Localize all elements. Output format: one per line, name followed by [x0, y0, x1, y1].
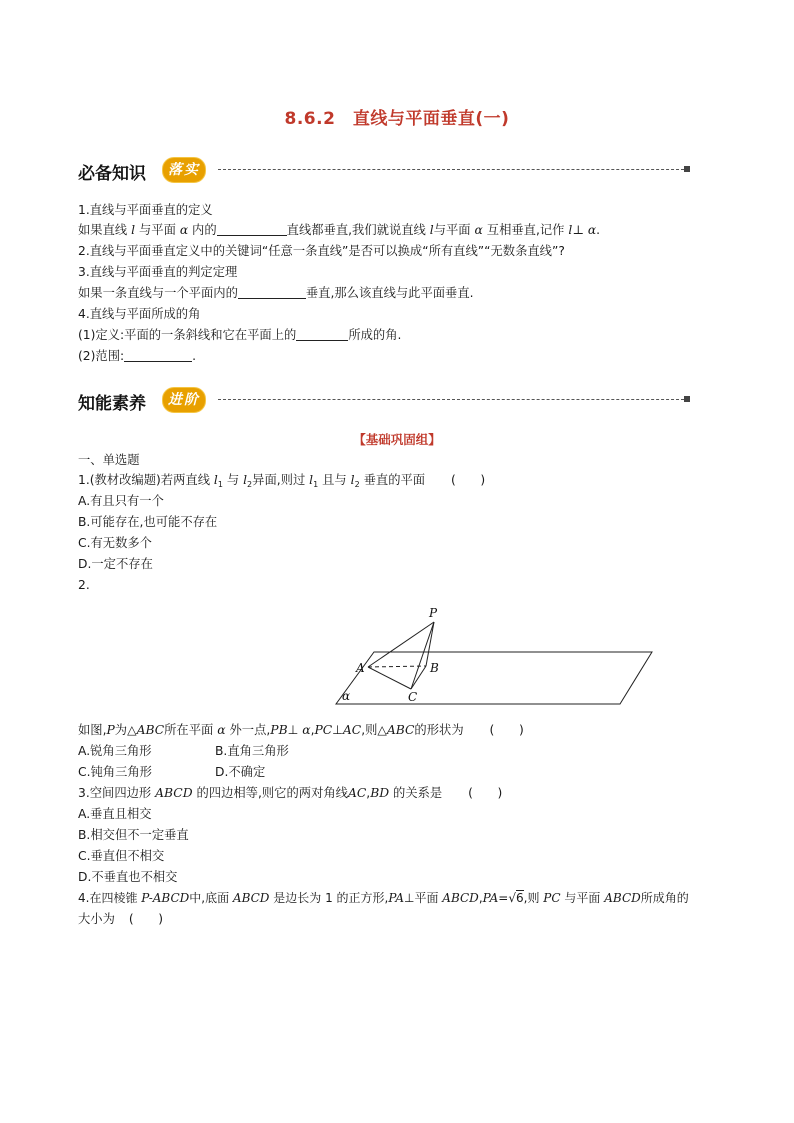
- text-run: 的形状为: [414, 723, 464, 737]
- math-ac: AC: [347, 786, 367, 800]
- math-pc: PC: [543, 891, 561, 905]
- math-abc: ABC: [386, 723, 415, 737]
- section-divider: [218, 399, 684, 400]
- section-title: 知能素养: [78, 394, 146, 414]
- label-b: B: [430, 661, 439, 675]
- math-perp-notation: l⊥: [568, 223, 584, 237]
- question-2-option-b[interactable]: B.直角三角形: [215, 744, 289, 758]
- edge-pa: [368, 622, 434, 667]
- text-run: 的关系是: [393, 786, 443, 800]
- math-pc: PC: [314, 723, 333, 737]
- edge-ac: [368, 667, 411, 689]
- question-1-option-c[interactable]: C.有无数多个: [78, 536, 152, 550]
- text-run: 所成角的: [640, 891, 689, 905]
- text-run: 的四边相等,则它的两对角线: [196, 786, 348, 800]
- page-title: 8.6.2 直线与平面垂直(一): [284, 109, 510, 129]
- math-l: l: [350, 473, 355, 487]
- label-a: A: [356, 661, 365, 675]
- math-pa: PA: [482, 891, 499, 905]
- text-run: 与平面: [564, 891, 601, 905]
- edge-ab-hidden: [368, 666, 426, 667]
- text-run: 与平面: [433, 223, 471, 237]
- math-abc: ABC: [136, 723, 165, 737]
- text-run: .: [596, 223, 601, 237]
- text-run: ,: [478, 891, 483, 905]
- question-3-option-d[interactable]: D.不垂直也不相交: [78, 870, 178, 884]
- text-run: 所在平面: [164, 723, 214, 737]
- text-run: 所成的角.: [348, 328, 402, 342]
- text-run: ⊥: [287, 723, 299, 737]
- math-abcd: ABCD: [232, 891, 270, 905]
- math-pb: PB: [270, 723, 288, 737]
- math-l: l: [309, 473, 314, 487]
- text-run: 且与: [322, 473, 347, 487]
- question-2-option-d[interactable]: D.不确定: [215, 765, 266, 779]
- question-2-number: 2.: [78, 578, 90, 592]
- fill-blank[interactable]: [217, 223, 287, 236]
- label-p: P: [429, 606, 438, 620]
- text-run: 与平面: [138, 223, 176, 237]
- text-run: 如果一条直线与一个平面内的: [78, 286, 238, 300]
- fill-blank[interactable]: [238, 286, 306, 299]
- section-divider: [218, 169, 684, 170]
- section-badge: 进阶: [162, 387, 206, 413]
- answer-parentheses[interactable]: ( ): [451, 473, 486, 487]
- math-pa: PA: [388, 891, 404, 905]
- question-4-line-2: [78, 911, 163, 927]
- knowledge-item-3-text: [78, 285, 474, 301]
- question-2-option-c[interactable]: C.钝角三角形: [78, 765, 152, 779]
- sqrt-radicand: 6: [516, 891, 524, 905]
- label-c: C: [408, 690, 418, 704]
- knowledge-item-4-heading: 4.直线与平面所成的角: [78, 307, 201, 321]
- math-subscript: 1: [313, 480, 319, 489]
- edge-pb: [426, 622, 434, 666]
- question-1-option-b[interactable]: B.可能存在,也可能不存在: [78, 515, 218, 529]
- question-1-option-d[interactable]: D.一定不存在: [78, 557, 153, 571]
- math-alpha: α: [217, 723, 226, 737]
- section-header-knowledge: [78, 157, 690, 187]
- answer-parentheses[interactable]: ( ): [489, 723, 524, 737]
- label-alpha: α: [342, 689, 351, 703]
- text-run: ⊥平面: [404, 891, 439, 905]
- text-run: ⊥: [332, 723, 343, 737]
- text-run: (1)定义:平面的一条斜线和它在平面上的: [78, 328, 297, 342]
- text-run: .: [192, 349, 197, 363]
- knowledge-item-2: 2.直线与平面垂直定义中的关键词“任意一条直线”是否可以换成“所有直线”“无数条直线”?: [78, 244, 565, 258]
- text-run: 是边长为 1 的正方形,: [273, 891, 389, 905]
- text-run: ,则: [523, 891, 540, 905]
- math-alpha: α: [474, 223, 483, 237]
- edge-bc: [411, 666, 426, 689]
- math-abcd: ABCD: [442, 891, 479, 905]
- text-run: 大小为: [78, 912, 115, 926]
- question-2-option-a[interactable]: A.锐角三角形: [78, 744, 152, 758]
- text-run: 为△: [114, 723, 137, 737]
- text-run: ,: [366, 786, 371, 800]
- question-2-options-row-1: [78, 743, 289, 759]
- text-run: ,则△: [361, 723, 387, 737]
- math-alpha: α: [302, 723, 311, 737]
- section-badge: 落实: [162, 157, 206, 183]
- question-2-stem: [78, 722, 524, 738]
- math-abcd: ABCD: [155, 786, 193, 800]
- math-l: l: [213, 473, 218, 487]
- text-run: 互相垂直,记作: [486, 223, 565, 237]
- math-l: l: [429, 223, 434, 237]
- math-alpha: α: [179, 223, 189, 237]
- plane-triangle-diagram: [330, 604, 664, 708]
- text-run: (2)范围:: [78, 349, 125, 363]
- section-title: 必备知识: [78, 164, 146, 184]
- question-1-option-a[interactable]: A.有且只有一个: [78, 494, 164, 508]
- text-run: 4.在四棱锥: [78, 891, 138, 905]
- divider-end-marker: [684, 396, 690, 402]
- text-run: 中,底面: [189, 891, 230, 905]
- math-subscript: 1: [217, 480, 223, 489]
- math-abcd: ABCD: [604, 891, 641, 905]
- part-title: 一、单选题: [78, 453, 140, 467]
- text-run: 垂直的平面: [363, 473, 426, 487]
- text-run: 与: [226, 473, 240, 487]
- math-p: P: [106, 723, 115, 737]
- question-3-stem: [78, 785, 502, 801]
- edge-pc: [411, 622, 434, 689]
- text-run: 3.空间四边形: [78, 786, 152, 800]
- fill-blank[interactable]: [124, 349, 192, 362]
- math-ac: AC: [342, 723, 362, 737]
- knowledge-item-4-range: [78, 348, 196, 364]
- text-run: 如图,: [78, 723, 107, 737]
- math-subscript: 2: [354, 480, 360, 489]
- math-alpha: α: [587, 223, 597, 237]
- knowledge-item-1-text: [78, 222, 600, 238]
- knowledge-item-4-definition: [78, 327, 401, 343]
- text-run: 1.(教材改编题)若两直线: [78, 473, 210, 487]
- knowledge-item-3-heading: 3.直线与平面垂直的判定定理: [78, 265, 238, 279]
- section-header-skills: [78, 387, 690, 417]
- text-run: 垂直,那么该直线与此平面垂直.: [305, 286, 474, 300]
- question-1-stem: [78, 472, 485, 493]
- answer-parentheses[interactable]: ( ): [128, 912, 164, 926]
- text-run: 外一点,: [229, 723, 271, 737]
- text-run: 异面,则过: [252, 473, 306, 487]
- question-4-stem: [78, 890, 689, 906]
- question-3-option-b[interactable]: B.相交但不一定垂直: [78, 828, 189, 842]
- math-subscript: 2: [247, 480, 253, 489]
- plane-alpha-outline: [336, 652, 652, 704]
- text-run: 直线都垂直,我们就说直线: [286, 223, 426, 237]
- geometry-figure: [330, 604, 664, 708]
- text-run: 内的: [192, 223, 217, 237]
- group-title: 【基础巩固组】: [353, 432, 441, 447]
- math-l: l: [243, 473, 248, 487]
- divider-end-marker: [684, 166, 690, 172]
- answer-parentheses[interactable]: ( ): [468, 786, 503, 800]
- sqrt-symbol: √: [508, 891, 516, 905]
- question-2-options-row-2: [78, 764, 265, 780]
- question-3-option-a[interactable]: A.垂直且相交: [78, 807, 152, 821]
- fill-blank[interactable]: [296, 328, 348, 341]
- text-run: =: [498, 891, 509, 905]
- text-run: 如果直线: [78, 223, 128, 237]
- math-pabcd: P-ABCD: [141, 891, 190, 905]
- knowledge-item-1-heading: 1.直线与平面垂直的定义: [78, 203, 213, 217]
- text-run: ,: [310, 723, 315, 737]
- question-3-option-c[interactable]: C.垂直但不相交: [78, 849, 165, 863]
- math-l: l: [131, 223, 136, 237]
- math-bd: BD: [370, 786, 390, 800]
